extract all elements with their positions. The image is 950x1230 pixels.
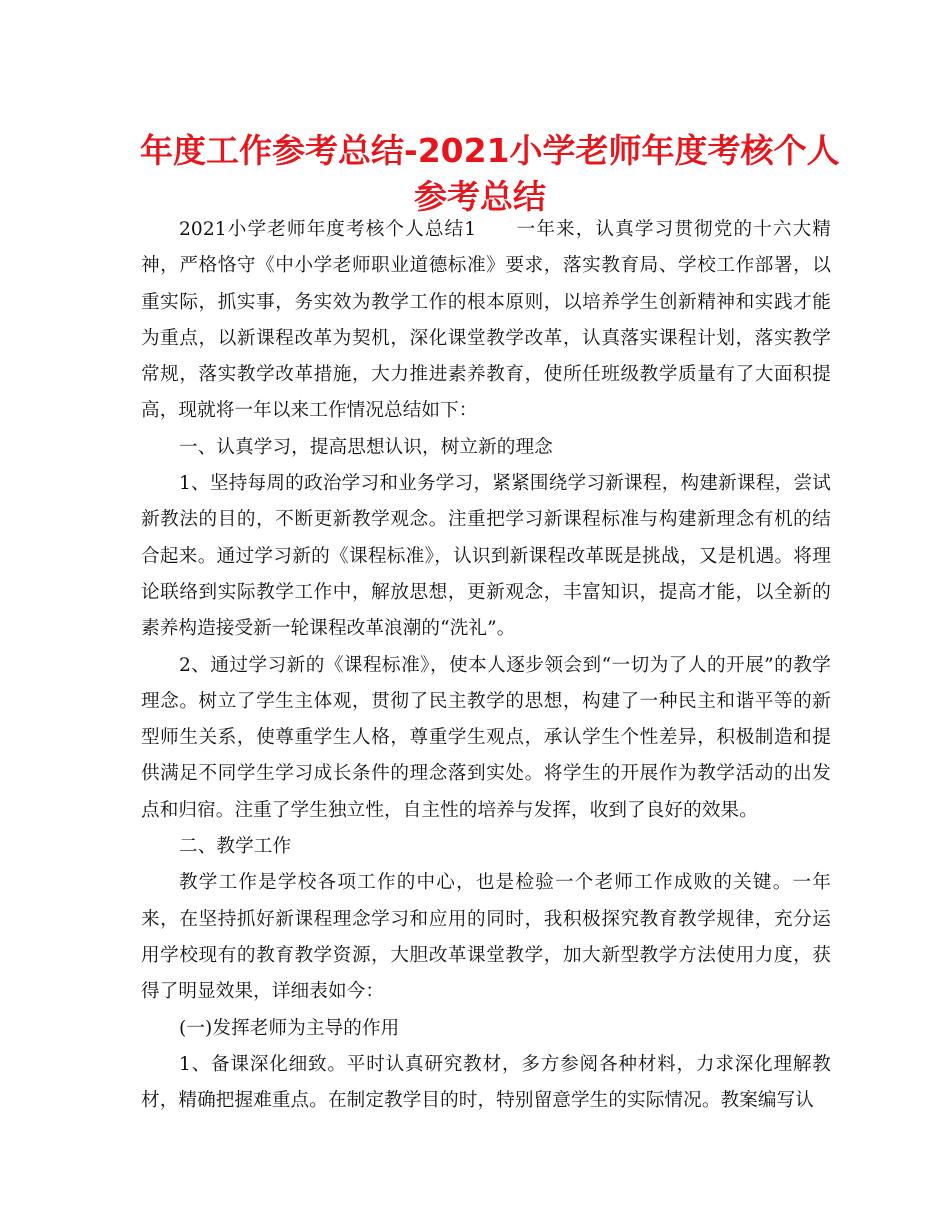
- subsection-heading-1: (一)发挥老师为主导的作用: [179, 1017, 400, 1039]
- section-heading-1: 一、认真学习，提高思想认识，树立新的理念: [179, 436, 553, 458]
- paragraph-study-2: 2、通过学习新的《课程标准》，使本人逐步领会到“一切为了人的开展”的教学理念。树立了学生主体观，贯彻了民主教学的思想，构建了一种民主和谐平等的新型师生关系，使尊重学生人格，尊重学生观点，承认学生个性差异，积极制造和提供满足不同学生学习成长条件的理念落到实处。将学生的开展作为教学活动的出发点和归宿。注重了学生独立性，自主性的培养与发挥，收到了良好的效果。: [141, 654, 831, 821]
- document-title-line-2: 参考总结: [414, 177, 546, 216]
- paragraph-study-1: 1、坚持每周的政治学习和业务学习，紧紧围绕学习新课程，构建新课程，尝试新教法的目的，不断更新教学观念。注重把学习新课程标准与构建新理念有机的结合起来。通过学习新的《课程标准》，认识到新课程改革既是挑战，又是机遇。将理论联络到实际教学工作中，解放思想，更新观念，丰富知识，提高才能，以全新的素养构造接受新一轮课程改革浪潮的“洗礼”。: [141, 473, 831, 640]
- document-body: [141, 212, 831, 1119]
- paragraph-lesson-prep: 1、备课深化细致。平时认真研究教材，多方参阅各种材料，力求深化理解教材，精确把握难重点。在制定教学目的时，特别留意学生的实际情况。教案编写认: [141, 1053, 831, 1112]
- paragraph-teaching: 教学工作是学校各项工作的中心，也是检验一个老师工作成败的关键。一年来，在坚持抓好新课程理念学习和应用的同时，我积极探究教育教学规律，充分运用学校现有的教育教学资源，大胆改革课堂教学，加大新型教学方法使用力度，获得了明显效果，详细表如今：: [141, 872, 831, 1003]
- paragraph-intro: 2021小学老师年度考核个人总结1 一年来，认真学习贯彻党的十六大精神，严格恪守《中小学老师职业道德标准》要求，落实教育局、学校工作部署，以重实际，抓实事，务实效为教学工作的根本原则，以培养学生创新精神和实践才能为重点，以新课程改革为契机，深化课堂教学改革，认真落实课程计划，落实教学常规，落实教学改革措施，大力推进素养教育，使所任班级教学质量有了大面积提高，现就将一年以来工作情况总结如下：: [141, 219, 831, 422]
- document-title-line-1: 年度工作参考总结-2021小学老师年度考核个人: [140, 131, 840, 170]
- section-heading-2: 二、教学工作: [179, 836, 292, 858]
